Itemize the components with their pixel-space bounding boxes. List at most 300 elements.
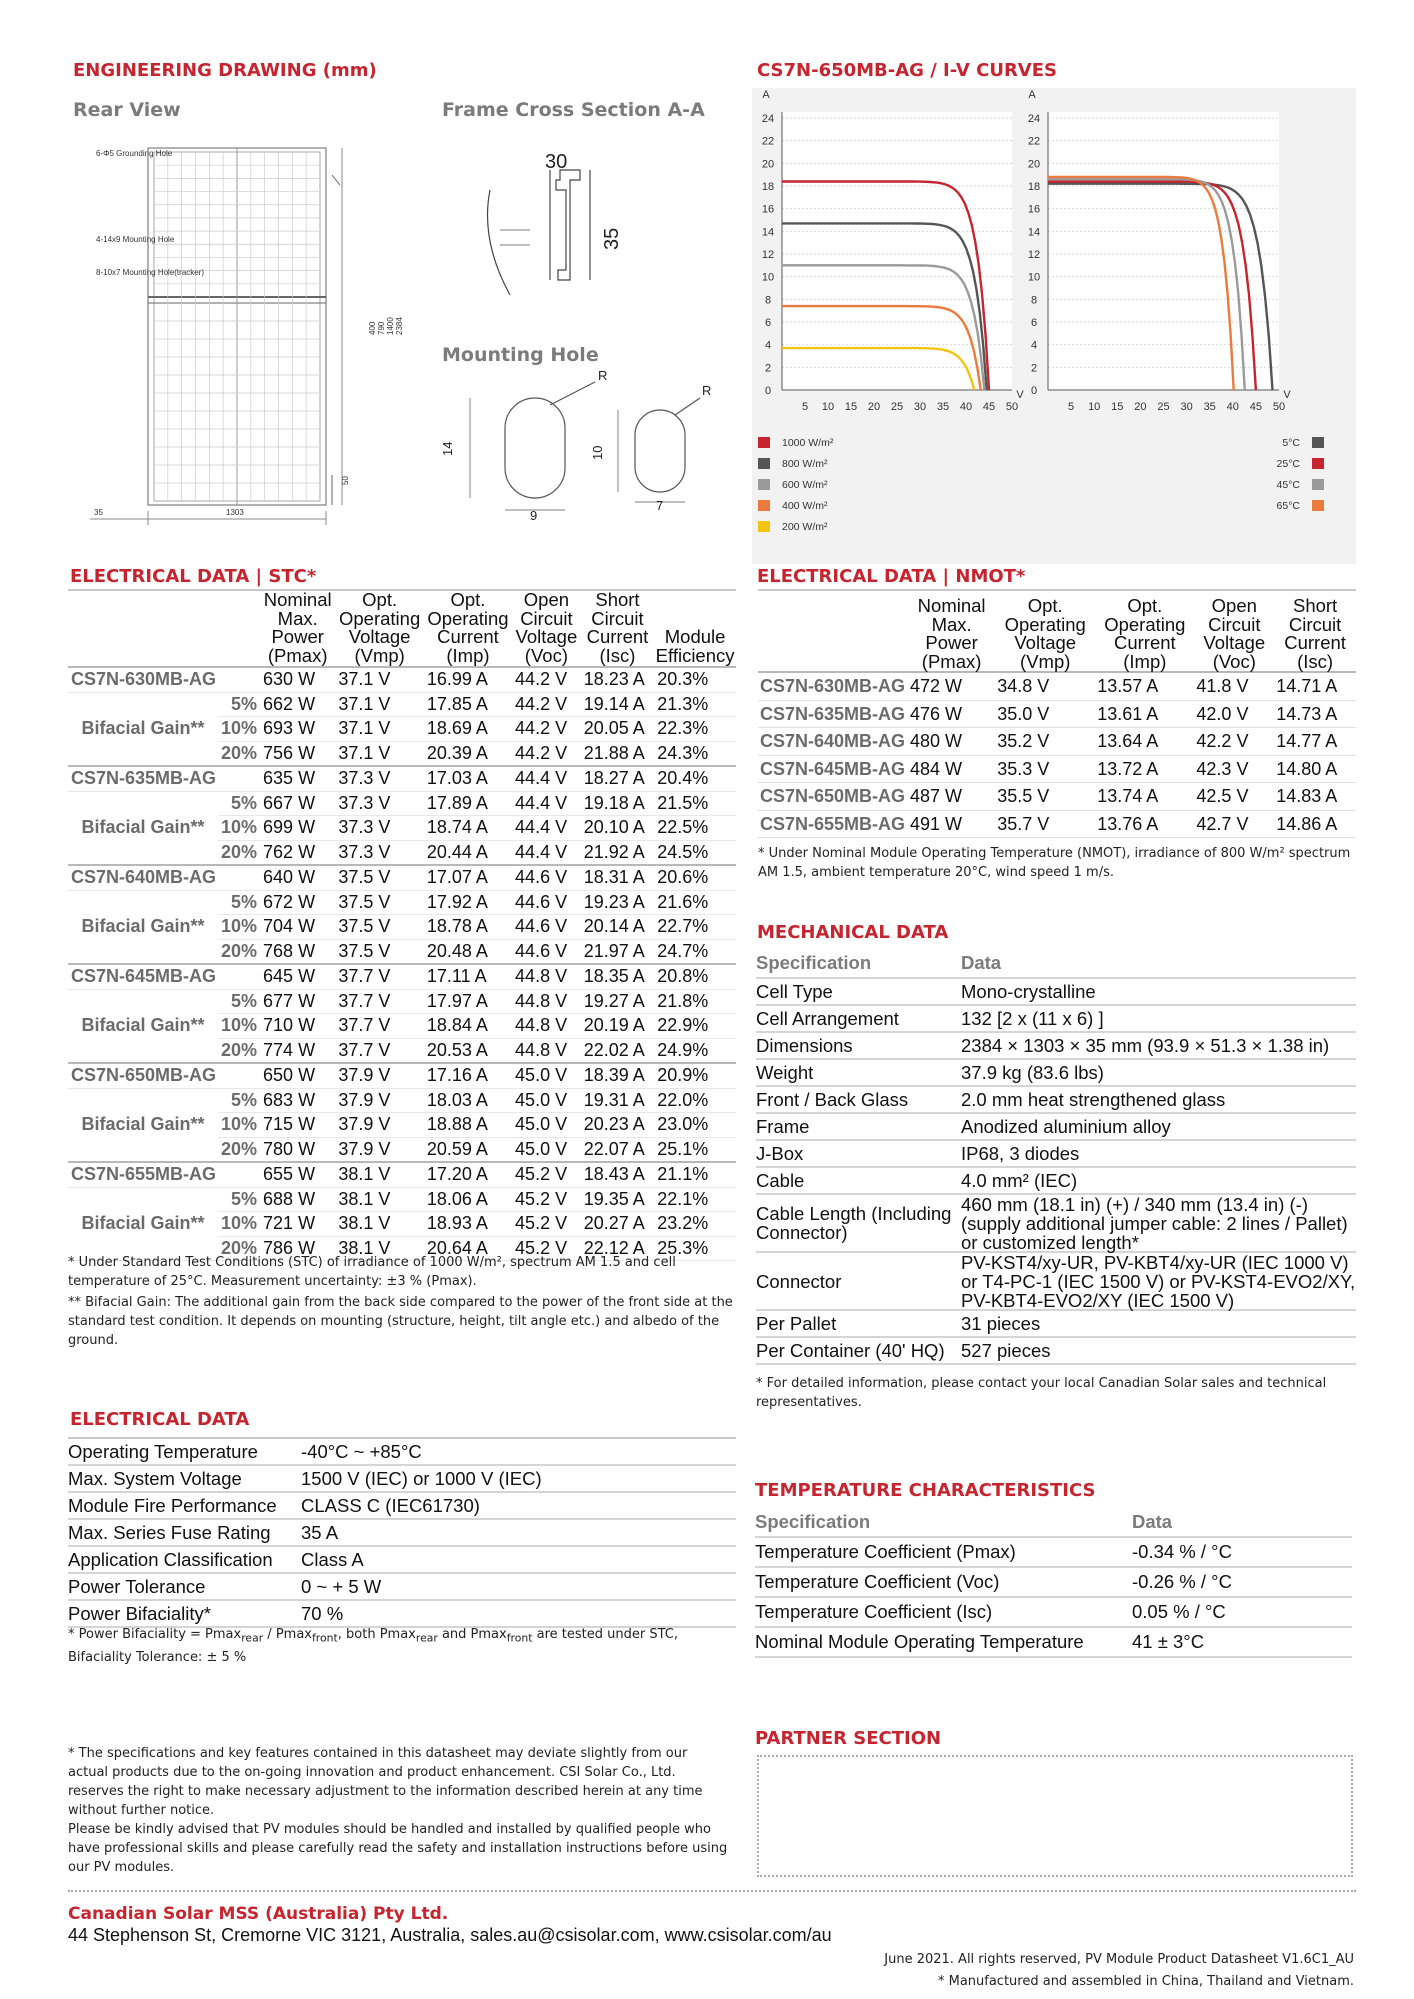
x-tick-label: 35: [936, 401, 950, 413]
stc-value: 45.0 V: [512, 1113, 581, 1138]
stc-value: 18.69 A: [424, 717, 512, 742]
bifacial-gain-label: Bifacial Gain**: [68, 1187, 218, 1261]
dim-1400: 1400: [386, 317, 395, 335]
gain-percent: 20%: [218, 1038, 260, 1063]
nmot-value: 42.2 V: [1194, 728, 1274, 756]
legend-swatch: [758, 521, 770, 532]
stc-value: 45.0 V: [512, 1063, 581, 1088]
stc-value: 21.92 A: [581, 840, 654, 865]
dim-50: 50: [341, 476, 350, 485]
disclaimer: * The specifications and key features contained in this datasheet may deviate slightly from our actual products due to the on-going innovation and product enhancement. CSI Solar Co., Ltd. reserves the right to make necessary adjustment to the information described herein at any time without further notice. Please be kindly advised that PV modules should be handled and installed by qualified people who have professional skills and please carefully read the safety and installation instructions before using our PV modules.: [68, 1746, 728, 1875]
nmot-value: 42.0 V: [1194, 700, 1274, 728]
stc-value: 22.0%: [654, 1088, 736, 1113]
stc-value: 17.20 A: [424, 1162, 512, 1187]
y-tick-label: 0: [764, 385, 772, 397]
kv-row: [756, 979, 1356, 1006]
stc-value: 16.99 A: [424, 667, 512, 692]
kv-key: J-Box: [756, 1142, 804, 1164]
kv-value: Anodized aluminium alloy: [961, 1115, 1171, 1137]
stc-value: 635 W: [260, 766, 335, 791]
stc-value: 45.2 V: [512, 1162, 581, 1187]
bifacial-gain-label: Bifacial Gain**: [68, 692, 218, 766]
stc-value: 22.5%: [654, 816, 736, 841]
model-name: CS7N-630MB-AG: [758, 672, 908, 700]
x-tick-label: 10: [821, 401, 835, 413]
stc-value: 20.3%: [654, 667, 736, 692]
kv-value: 0.05 % / °C: [1132, 1601, 1226, 1622]
model-name: CS7N-650MB-AG: [68, 1063, 260, 1088]
gain-percent: 10%: [218, 915, 260, 940]
kv-row: [756, 1060, 1356, 1087]
legend-swatch: [1312, 437, 1324, 448]
stc-value: 21.1%: [654, 1162, 736, 1187]
kv-row: [755, 1538, 1352, 1568]
stc-value: 21.3%: [654, 692, 736, 717]
kv-key: Temperature Coefficient (Isc): [755, 1601, 993, 1622]
kv-key: Cell Arrangement: [756, 1007, 899, 1029]
legend-swatch: [758, 479, 770, 490]
stc-value: 22.07 A: [581, 1137, 654, 1162]
stc-value: 704 W: [260, 915, 335, 940]
nmot-value: 14.71 A: [1274, 672, 1356, 700]
stc-value: 18.93 A: [424, 1212, 512, 1237]
stc-value: 37.1 V: [335, 741, 424, 766]
stc-gain-row: [68, 890, 736, 915]
nmot-value: 35.2 V: [995, 728, 1095, 756]
x-tick-label: 40: [1226, 401, 1239, 413]
nmot-value: 14.83 A: [1274, 783, 1356, 811]
gain-percent: 20%: [218, 1236, 260, 1261]
x-tick-label: 45: [1249, 401, 1263, 413]
x-tick-label: 30: [1180, 401, 1193, 413]
y-tick-label: 6: [764, 317, 772, 329]
x-tick-label: 45: [982, 401, 996, 413]
stc-gain-row: [68, 1187, 736, 1212]
legend-label: 600 W/m²: [782, 478, 828, 491]
nmot-row: [758, 783, 1356, 811]
stc-value: 25.1%: [654, 1137, 736, 1162]
stc-value: 44.8 V: [512, 1014, 581, 1039]
stc-model-row: [68, 964, 736, 989]
x-tick-label: 25: [1157, 401, 1170, 413]
stc-value: 37.9 V: [335, 1113, 424, 1138]
legend-entry: [758, 432, 833, 453]
nmot-row: [758, 700, 1356, 728]
gain-percent: 5%: [218, 1187, 260, 1212]
nmot-value: 14.73 A: [1274, 700, 1356, 728]
nmot-title: ELECTRICAL DATA | NMOT*: [757, 566, 1026, 587]
partner-box: [757, 1755, 1353, 1877]
kv-row: [68, 1574, 736, 1601]
legend-entry: [758, 453, 833, 474]
y-tick-label: 14: [1027, 226, 1041, 239]
x-tick-label: 5: [801, 401, 809, 413]
stc-value: 37.5 V: [335, 915, 424, 940]
kv-value: IP68, 3 diodes: [961, 1142, 1080, 1164]
kv-row: [756, 1006, 1356, 1033]
kv-value: 37.9 kg (83.6 lbs): [961, 1061, 1104, 1083]
stc-value: 22.3%: [654, 717, 736, 742]
stc-value: 630 W: [260, 667, 335, 692]
stc-value: 721 W: [260, 1212, 335, 1237]
kv-value: 460 mm (18.1 in) (+) / 340 mm (13.4 in) (-) (supply additional jumper cable: 2 lines / Pallet) or customized length*: [961, 1193, 1348, 1253]
kv-row: [756, 1338, 1356, 1365]
gain-percent: 10%: [218, 1014, 260, 1039]
x-tick-label: 20: [1134, 401, 1147, 413]
stc-value: 20.9%: [654, 1063, 736, 1088]
model-name: CS7N-635MB-AG: [758, 700, 908, 728]
stc-value: 37.1 V: [335, 667, 424, 692]
stc-value: 38.1 V: [335, 1187, 424, 1212]
mech-title: MECHANICAL DATA: [757, 922, 949, 943]
nmot-value: 491 W: [908, 810, 995, 838]
stc-value: 18.35 A: [581, 964, 654, 989]
stc-gain-row: [68, 791, 736, 816]
nmot-value: 487 W: [908, 783, 995, 811]
kv-key: Per Pallet: [756, 1312, 837, 1334]
model-name: CS7N-640MB-AG: [758, 728, 908, 756]
stc-value: 21.97 A: [581, 939, 654, 964]
stc-model-row: [68, 766, 736, 791]
stc-value: 44.4 V: [512, 840, 581, 865]
kv-key: Module Fire Performance: [68, 1494, 277, 1516]
axis-v-label: V: [1016, 389, 1024, 401]
gain-percent: 5%: [218, 791, 260, 816]
stc-value: 768 W: [260, 939, 335, 964]
footer-address: 44 Stephenson St, Cremorne VIC 3121, Australia, sales.au@csisolar.com, www.csisolar.com/au: [68, 1925, 832, 1945]
y-tick-label: 22: [761, 135, 775, 148]
stc-gain-row: [68, 1088, 736, 1113]
kv-header-row: [756, 948, 1356, 979]
irradiance-legend: [758, 432, 833, 537]
kv-value: -0.26 % / °C: [1132, 1571, 1232, 1592]
stc-col-header: Nominal Max. Power (Pmax): [263, 589, 332, 666]
model-name: CS7N-655MB-AG: [68, 1162, 260, 1187]
stc-value: 24.7%: [654, 939, 736, 964]
stc-value: 17.85 A: [424, 692, 512, 717]
stc-value: 38.1 V: [335, 1236, 424, 1261]
stc-value: 715 W: [260, 1113, 335, 1138]
mounting-hole-label: Mounting Hole: [442, 344, 599, 366]
nmot-row: [758, 672, 1356, 700]
gain-percent: 10%: [218, 1212, 260, 1237]
stc-value: 699 W: [260, 816, 335, 841]
stc-value: 18.23 A: [581, 667, 654, 692]
dim-35-left: 35: [94, 508, 103, 517]
y-tick-label: 10: [1027, 271, 1041, 284]
stc-value: 18.27 A: [581, 766, 654, 791]
stc-value: 24.9%: [654, 1038, 736, 1063]
nmot-value: 480 W: [908, 728, 995, 756]
x-tick-label: 20: [867, 401, 881, 413]
y-tick-label: 18: [1027, 181, 1041, 193]
y-tick-label: 4: [1030, 339, 1038, 352]
nmot-col-header: Opt. Operating Voltage (Vmp): [1004, 595, 1086, 672]
stc-value: 20.44 A: [424, 840, 512, 865]
stc-value: 20.05 A: [581, 717, 654, 742]
kv-row: [756, 1141, 1356, 1168]
y-tick-label: 6: [1030, 317, 1038, 329]
iv-chart: [752, 88, 1356, 418]
stc-value: 17.89 A: [424, 791, 512, 816]
stc-value: 22.1%: [654, 1187, 736, 1212]
nmot-value: 35.5 V: [995, 783, 1095, 811]
rear-view-drawing: [70, 135, 430, 525]
kv-value: 35 A: [301, 1521, 339, 1543]
hole-dim-10: 10: [590, 445, 605, 460]
stc-model-row: [68, 667, 736, 692]
stc-value: 756 W: [260, 741, 335, 766]
kv-value: CLASS C (IEC61730): [301, 1494, 480, 1516]
stc-value: 18.88 A: [424, 1113, 512, 1138]
kv-row: [755, 1628, 1352, 1658]
kv-row: [68, 1493, 736, 1520]
nmot-value: 14.77 A: [1274, 728, 1356, 756]
legend-label: 65°C: [1276, 499, 1300, 512]
stc-value: 710 W: [260, 1014, 335, 1039]
drawing-title: ENGINEERING DRAWING (mm): [73, 60, 377, 81]
stc-value: 18.74 A: [424, 816, 512, 841]
stc-value: 20.19 A: [581, 1014, 654, 1039]
dim-790: 790: [377, 321, 386, 335]
kv-row: [756, 1033, 1356, 1060]
footer-made: * Manufactured and assembled in China, Thailand and Vietnam.: [937, 1974, 1354, 1989]
kv-value: 0 ~ + 5 W: [301, 1575, 382, 1597]
nmot-value: 41.8 V: [1194, 672, 1274, 700]
x-tick-label: 5: [1068, 401, 1075, 413]
kv-value: PV-KST4/xy-UR, PV-KBT4/xy-UR (IEC 1000 V) or T4-PC-1 (IEC 1500 V) or PV-KST4-EVO2/XY, PV-KBT4-EVO2/XY (IEC 1500 V): [961, 1251, 1356, 1311]
axis-v-label: V: [1283, 389, 1291, 401]
stc-value: 37.3 V: [335, 766, 424, 791]
stc-value: 44.8 V: [512, 989, 581, 1014]
data-header: Data: [961, 951, 1002, 973]
gain-percent: 10%: [218, 1113, 260, 1138]
spec-header: Specification: [755, 1510, 871, 1532]
kv-row: [756, 1087, 1356, 1114]
x-tick-label: 15: [844, 401, 858, 413]
kv-value: Class A: [301, 1548, 364, 1570]
stc-col-header: Open Circuit Voltage (Voc): [515, 589, 578, 666]
gain-percent: 20%: [218, 840, 260, 865]
legend-entry: [1230, 474, 1324, 495]
y-tick-label: 24: [1027, 113, 1041, 125]
y-tick-label: 16: [761, 203, 775, 216]
stc-value: 645 W: [260, 964, 335, 989]
stc-value: 672 W: [260, 890, 335, 915]
kv-key: Temperature Coefficient (Voc): [755, 1571, 1000, 1592]
gain-percent: 5%: [218, 1088, 260, 1113]
y-tick-label: 20: [1027, 158, 1041, 171]
legend-label: 25°C: [1276, 457, 1300, 470]
stc-value: 37.3 V: [335, 791, 424, 816]
stc-value: 18.03 A: [424, 1088, 512, 1113]
stc-col-header: Opt. Operating Current (Imp): [427, 589, 509, 666]
stc-value: 18.31 A: [581, 865, 654, 890]
stc-value: 17.16 A: [424, 1063, 512, 1088]
axis-a-label: A: [1028, 89, 1036, 101]
kv-value: -0.34 % / °C: [1132, 1541, 1232, 1562]
nmot-value: 472 W: [908, 672, 995, 700]
stc-value: 37.1 V: [335, 717, 424, 742]
radius-label-1: R: [598, 370, 608, 383]
stc-value: 37.7 V: [335, 964, 424, 989]
cross-section-label: Frame Cross Section A-A: [442, 99, 705, 121]
stc-value: 20.23 A: [581, 1113, 654, 1138]
x-tick-label: 40: [959, 401, 973, 413]
stc-value: 44.6 V: [512, 915, 581, 940]
stc-value: 37.7 V: [335, 1038, 424, 1063]
stc-value: 37.1 V: [335, 692, 424, 717]
stc-value: 23.2%: [654, 1212, 736, 1237]
stc-value: 21.8%: [654, 989, 736, 1014]
stc-value: 20.48 A: [424, 939, 512, 964]
bifacial-gain-label: Bifacial Gain**: [68, 989, 218, 1063]
nmot-value: 14.80 A: [1274, 755, 1356, 783]
nmot-col-header: Nominal Max. Power (Pmax): [917, 595, 986, 672]
stc-value: 17.03 A: [424, 766, 512, 791]
elec-note: * Power Bifaciality = Pmax$_{rear}$ / Pmax$_{front}$, both Pmax$_{rear}$ and Pmax$_{front}$ are tested under STC, Bifaciality Tolerance: ± 5 %: [68, 1627, 678, 1665]
stc-value: 19.14 A: [581, 692, 654, 717]
nmot-value: 35.7 V: [995, 810, 1095, 838]
legend-label: 5°C: [1282, 436, 1300, 449]
stc-value: 45.2 V: [512, 1187, 581, 1212]
gain-percent: 10%: [218, 816, 260, 841]
legend-swatch: [1312, 479, 1324, 490]
stc-value: 44.2 V: [512, 717, 581, 742]
mech-note: * For detailed information, please contact your local Canadian Solar sales and technical representatives.: [756, 1376, 1327, 1410]
iv-title: CS7N-650MB-AG / I-V CURVES: [757, 60, 1057, 81]
stc-value: 44.2 V: [512, 692, 581, 717]
kv-key: Cable Length (Including Connector): [756, 1203, 952, 1243]
x-tick-label: 10: [1088, 401, 1101, 413]
stc-value: 22.02 A: [581, 1038, 654, 1063]
bifacial-gain-label: Bifacial Gain**: [68, 791, 218, 865]
model-name: CS7N-655MB-AG: [758, 810, 908, 838]
y-tick-label: 14: [761, 226, 775, 239]
stc-value: 45.0 V: [512, 1137, 581, 1162]
stc-value: 45.2 V: [512, 1236, 581, 1261]
legend-entry: [758, 474, 833, 495]
stc-value: 22.12 A: [581, 1236, 654, 1261]
stc-value: 22.9%: [654, 1014, 736, 1039]
stc-value: 17.97 A: [424, 989, 512, 1014]
kv-row: [756, 1311, 1356, 1338]
legend-label: 400 W/m²: [782, 499, 828, 512]
y-tick-label: 22: [1027, 135, 1041, 148]
stc-value: 38.1 V: [335, 1212, 424, 1237]
stc-value: 774 W: [260, 1038, 335, 1063]
stc-title: ELECTRICAL DATA | STC*: [70, 566, 317, 587]
kv-value: 31 pieces: [961, 1312, 1041, 1334]
legend-entry: [758, 516, 833, 537]
kv-row: [755, 1568, 1352, 1598]
frame-cross-section: [470, 150, 670, 310]
legend-entry: [1230, 495, 1324, 516]
frame-dim-30: 30: [545, 151, 568, 173]
y-tick-label: 12: [1027, 249, 1041, 261]
stc-value: 17.11 A: [424, 964, 512, 989]
elec-table: [68, 1437, 736, 1628]
nmot-value: 13.74 A: [1095, 783, 1194, 811]
x-tick-label: 50: [1005, 401, 1019, 413]
kv-value: 41 ± 3°C: [1132, 1631, 1205, 1652]
stc-value: 24.5%: [654, 840, 736, 865]
rear-view-label: Rear View: [73, 99, 181, 121]
kv-row: [68, 1520, 736, 1547]
nmot-value: 13.64 A: [1095, 728, 1194, 756]
kv-key: Per Container (40' HQ): [756, 1339, 945, 1361]
mounting-hole-note: 4-14x9 Mounting Hole: [96, 235, 175, 244]
stc-value: 37.9 V: [335, 1137, 424, 1162]
model-name: CS7N-640MB-AG: [68, 865, 260, 890]
y-tick-label: 2: [1030, 362, 1038, 375]
partner-title: PARTNER SECTION: [755, 1728, 942, 1749]
kv-key: Connector: [756, 1270, 842, 1292]
stc-value: 17.92 A: [424, 890, 512, 915]
kv-value: 2.0 mm heat strengthened glass: [961, 1088, 1226, 1110]
frame-dim-35: 35: [601, 227, 623, 250]
stc-value: 18.39 A: [581, 1063, 654, 1088]
stc-value: 650 W: [260, 1063, 335, 1088]
legend-swatch: [758, 437, 770, 448]
nmot-value: 13.76 A: [1095, 810, 1194, 838]
gain-percent: 20%: [218, 1137, 260, 1162]
bifacial-gain-label: Bifacial Gain**: [68, 890, 218, 964]
mounting-hole-drawing: [430, 370, 720, 520]
y-tick-label: 2: [764, 362, 772, 375]
elec-title: ELECTRICAL DATA: [70, 1409, 250, 1430]
gain-percent: 10%: [218, 717, 260, 742]
y-tick-label: 24: [761, 113, 775, 125]
stc-value: 19.31 A: [581, 1088, 654, 1113]
x-tick-label: 30: [913, 401, 927, 413]
kv-value: 1500 V (IEC) or 1000 V (IEC): [301, 1467, 542, 1489]
stc-gain-row: [68, 692, 736, 717]
stc-value: 19.23 A: [581, 890, 654, 915]
stc-value: 37.5 V: [335, 939, 424, 964]
stc-value: 37.7 V: [335, 1014, 424, 1039]
stc-value: 44.2 V: [512, 741, 581, 766]
y-tick-label: 16: [1027, 203, 1041, 216]
mech-table: [756, 948, 1356, 1365]
legend-entry: [1230, 453, 1324, 474]
stc-value: 640 W: [260, 865, 335, 890]
stc-col-header: Module Efficiency: [655, 626, 735, 666]
stc-value: 37.3 V: [335, 816, 424, 841]
axis-a-label: A: [762, 89, 770, 101]
kv-key: Operating Temperature: [68, 1440, 258, 1462]
kv-row: [756, 1195, 1356, 1253]
stc-col-header: Short Circuit Current (Isc): [586, 589, 649, 666]
legend-swatch: [758, 500, 770, 511]
nmot-row: [758, 755, 1356, 783]
legend-entry: [1230, 432, 1324, 453]
hole-dim-7: 7: [656, 498, 664, 513]
stc-value: 762 W: [260, 840, 335, 865]
model-name: CS7N-650MB-AG: [758, 783, 908, 811]
kv-value: 4.0 mm² (IEC): [961, 1169, 1078, 1191]
stc-note-2: ** Bifacial Gain: The additional gain from the back side compared to the power of the front side at the standard test condition. It depends on mounting (structure, height, tilt angle etc.) and albedo of the ground.: [68, 1295, 733, 1348]
gain-percent: 5%: [218, 989, 260, 1014]
hole-dim-14: 14: [440, 441, 455, 456]
kv-value: 70 %: [301, 1602, 344, 1624]
stc-value: 44.8 V: [512, 1038, 581, 1063]
stc-value: 37.5 V: [335, 890, 424, 915]
model-name: CS7N-630MB-AG: [68, 667, 260, 692]
stc-value: 655 W: [260, 1162, 335, 1187]
stc-value: 20.27 A: [581, 1212, 654, 1237]
x-tick-label: 50: [1272, 401, 1286, 413]
